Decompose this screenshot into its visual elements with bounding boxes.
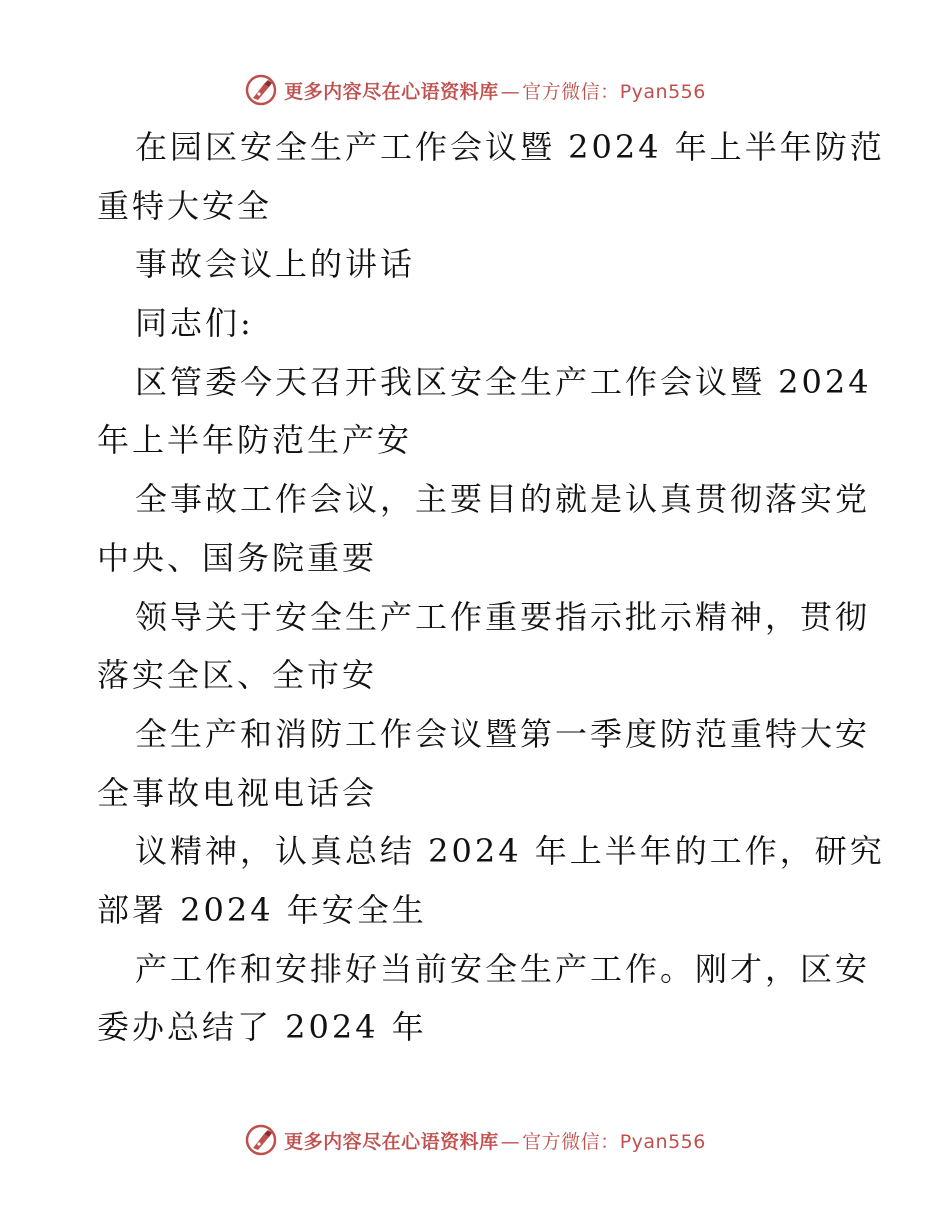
text-line: 领导关于安全生产工作重要指示批示精神，贯彻 bbox=[135, 597, 871, 636]
text-line: 区管委今天召开我区安全生产工作会议暨 2024 bbox=[135, 362, 872, 401]
footer-watermark bbox=[0, 1120, 950, 1160]
text-line: 在园区安全生产工作会议暨 2024 年上半年防范 bbox=[135, 128, 885, 166]
text-line: 议精神，认真总结 2024 年上半年的工作，研究 bbox=[135, 832, 885, 871]
watermark-dash: — bbox=[500, 80, 521, 103]
pen-nib-icon bbox=[244, 1123, 278, 1157]
text-line: 全事故工作会议，主要目的就是认真贯彻落实党 bbox=[135, 480, 871, 519]
watermark-brand: 更多内容尽在心语资料库 bbox=[284, 1130, 499, 1153]
header-watermark bbox=[0, 70, 950, 110]
text-line: 部署 2024 年安全生 bbox=[97, 890, 427, 929]
text-line: 全生产和消防工作会议暨第一季度防范重特大安 bbox=[135, 714, 871, 753]
text-line: 年上半年防范生产安 bbox=[97, 421, 413, 460]
pen-nib-icon bbox=[244, 73, 278, 107]
text-line: 落实全区、全市安 bbox=[97, 656, 378, 695]
watermark-dash: — bbox=[500, 1130, 521, 1153]
watermark-contact-label: 官方微信： bbox=[522, 80, 620, 103]
text-line: 委办总结了 2024 年 bbox=[97, 1008, 427, 1047]
watermark-contact-label: 官方微信： bbox=[522, 1130, 620, 1153]
text-line: 事故会议上的讲话 bbox=[135, 245, 416, 284]
watermark-brand: 更多内容尽在心语资料库 bbox=[284, 80, 499, 103]
text-line: 重特大安全 bbox=[97, 186, 273, 225]
watermark-contact-id: Pyan556 bbox=[619, 80, 706, 103]
document-body bbox=[97, 118, 885, 1057]
text-line: 全事故电视电话会 bbox=[97, 773, 378, 812]
text-line: 同志们: bbox=[135, 304, 254, 343]
watermark-contact-id: Pyan556 bbox=[619, 1130, 706, 1153]
text-line: 中央、国务院重要 bbox=[97, 538, 378, 577]
text-line: 产工作和安排好当前安全生产工作。刚才，区安 bbox=[135, 949, 871, 988]
